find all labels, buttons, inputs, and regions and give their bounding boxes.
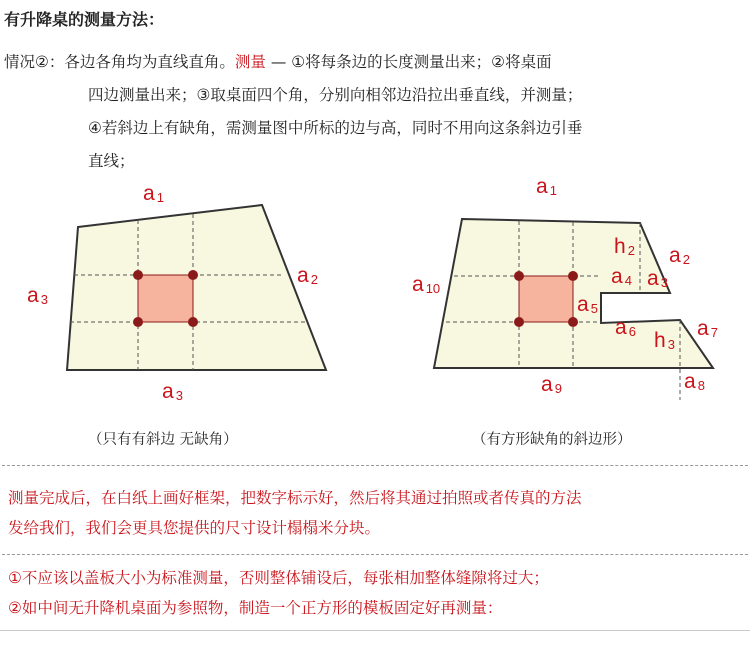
intro-line-4: 直线； <box>88 152 135 170</box>
diagram-right <box>412 175 718 400</box>
caption-right: （有方形缺角的斜边形） <box>472 432 632 448</box>
label-right-a3: a 3 <box>647 267 668 290</box>
right-corner-dot <box>514 317 524 327</box>
label-left-bottom-a3: a 3 <box>162 380 183 403</box>
label-right-a7: a 7 <box>697 317 718 340</box>
page-title: 有升降桌的测量方法： <box>4 10 165 29</box>
note-line-1: ①不应该以盖板大小为标准测量，否则整体铺设后，每张相加整体缝隙将过大； <box>8 569 549 587</box>
label-right-a8: a 8 <box>684 370 705 393</box>
label-right-a9: a 9 <box>541 373 562 396</box>
left-corner-dot <box>133 317 143 327</box>
note-line-2: ②如中间无升降机桌面为参照物，制造一个正方形的模板固定好再测量： <box>8 599 503 617</box>
instructions-line-2: 发给我们，我们会更具您提供的尺寸设计榻榻米分块。 <box>8 519 381 537</box>
right-center-square <box>519 276 573 322</box>
diagram-left <box>27 182 326 403</box>
label-right-a1: a 1 <box>536 175 557 198</box>
label-right-a5: a 5 <box>577 293 598 316</box>
label-left-a3: a 3 <box>27 284 48 307</box>
label-right-a4: a 4 <box>611 265 632 288</box>
divider-middle <box>2 554 748 555</box>
left-corner-dot <box>133 270 143 280</box>
intro-rest: — ①将每条边的长度测量出来；②将桌面 <box>265 53 552 71</box>
label-right-h2: h 2 <box>614 235 635 258</box>
right-corner-dot <box>568 317 578 327</box>
instructions-line-1: 测量完成后，在白纸上画好框架，把数字标示好，然后将其通过拍照或者传真的方法 <box>8 489 582 507</box>
left-corner-dot <box>188 270 198 280</box>
right-corner-dot <box>568 271 578 281</box>
divider-bottom <box>0 630 750 631</box>
left-table-outline <box>67 205 326 370</box>
left-center-square <box>138 275 193 322</box>
label-right-a10: a 10 <box>412 273 441 296</box>
right-corner-dot <box>514 271 524 281</box>
label-left-a1: a 1 <box>143 182 164 205</box>
intro-lead: 情况②：各边各角均为直线直角。 <box>4 53 235 71</box>
caption-left: （只有有斜边 无缺角） <box>88 432 238 448</box>
label-right-h3: h 3 <box>654 329 675 352</box>
label-right-a2: a 2 <box>669 244 690 267</box>
label-right-a6: a 6 <box>615 316 636 339</box>
intro-keyword: 测量 <box>234 53 266 71</box>
intro-line-2: 四边测量出来；③取桌面四个角，分别向相邻边沿拉出垂直线，并测量； <box>88 86 583 104</box>
intro-line-3: ④若斜边上有缺角，需测量图中所标的边与高，同时不用向这条斜边引垂 <box>88 119 583 137</box>
label-left-a2: a 2 <box>297 264 318 287</box>
divider-top <box>2 465 748 466</box>
left-corner-dot <box>188 317 198 327</box>
